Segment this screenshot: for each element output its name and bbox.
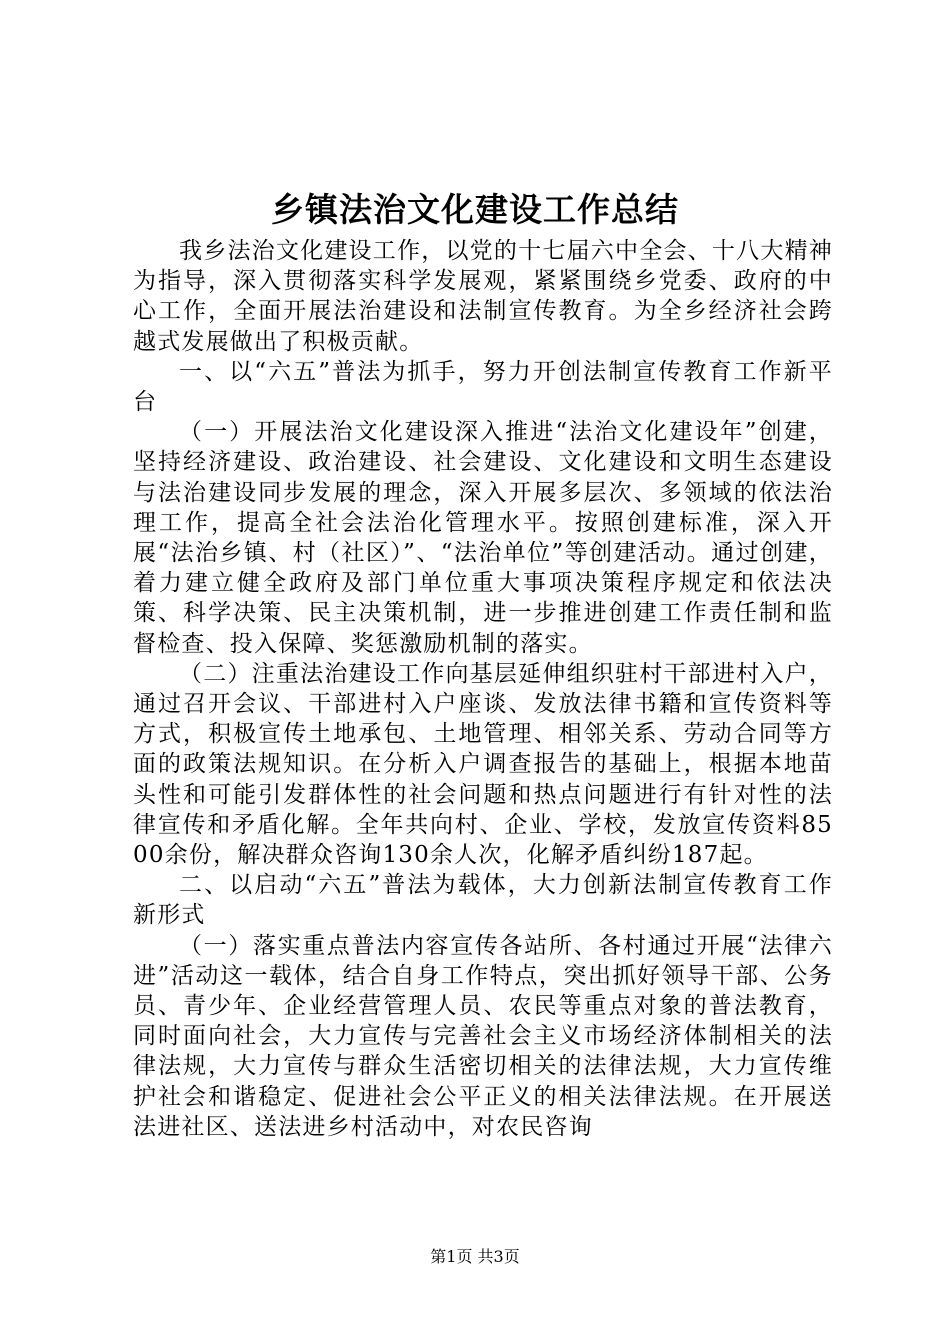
section-heading-1: 一、以“六五”普法为抓手，努力开创法制宣传教育工作新平台 [133, 358, 833, 416]
paragraph-intro: 我乡法治文化建设工作，以党的十七届六中全会、十八大精神为指导，深入贯彻落实科学发展观，紧紧围绕乡党委、政府的中心工作，全面开展法治建设和法制宣传教育。为全乡经济社会跨越式发展做出了积极贡献。 [133, 238, 833, 355]
document-title: 乡镇法治文化建设工作总结 [271, 190, 679, 229]
page-footer: 第1页 共3页 [430, 1247, 520, 1266]
document-body [133, 236, 833, 1142]
section-heading-2: 二、以启动“六五”普法为载体，大力创新法制宣传教育工作新形式 [133, 872, 833, 929]
paragraph-1-1: （一）开展法治文化建设深入推进“法治文化建设年”创建，坚持经济建设、政治建设、社会建设、文化建设和文明生态建设与法治建设同步发展的理念，深入开展多层次、多领域的依法治理工作，提高全社会法治化管理水平。按照创建标准，深入开展“法治乡镇、村（社区）”、“法治单位”等创建活动。通过创建，着力建立健全政府及部门单位重大事项决策程序规定和依法决策、科学决策、民主决策机制，进一步推进创建工作责任制和监督检查、投入保障、奖惩激励机制的落实。 [133, 419, 833, 657]
paragraph-2-1: （一）落实重点普法内容宣传各站所、各村通过开展“法律六进”活动这一载体，结合自身工作特点，突出抓好领导干部、公务员、青少年、企业经营管理人员、农民等重点对象的普法教育，同时面向社会，大力宣传与完善社会主义市场经济体制相关的法律法规，大力宣传与群众生活密切相关的法律法规，大力宣传维护社会和谐稳定、促进社会公平正义的相关法律法规。在开展送法进社区、送法进乡村活动中，对农民咨询 [133, 932, 833, 1140]
paragraph-1-2: （二）注重法治建设工作向基层延伸组织驻村干部进村入户，通过召开会议、干部进村入户座谈、发放法律书籍和宣传资料等方式，积极宣传土地承包、土地管理、相邻关系、劳动合同等方面的政策法规知识。在分析入户调查报告的基础上，根据本地苗头性和可能引发群体性的社会问题和热点问题进行有针对性的法律宣传和矛盾化解。全年共向村、企业、学校，发放宣传资料8500余份，解决群众咨询130余人次，化解矛盾纠纷187起。 [133, 660, 833, 869]
